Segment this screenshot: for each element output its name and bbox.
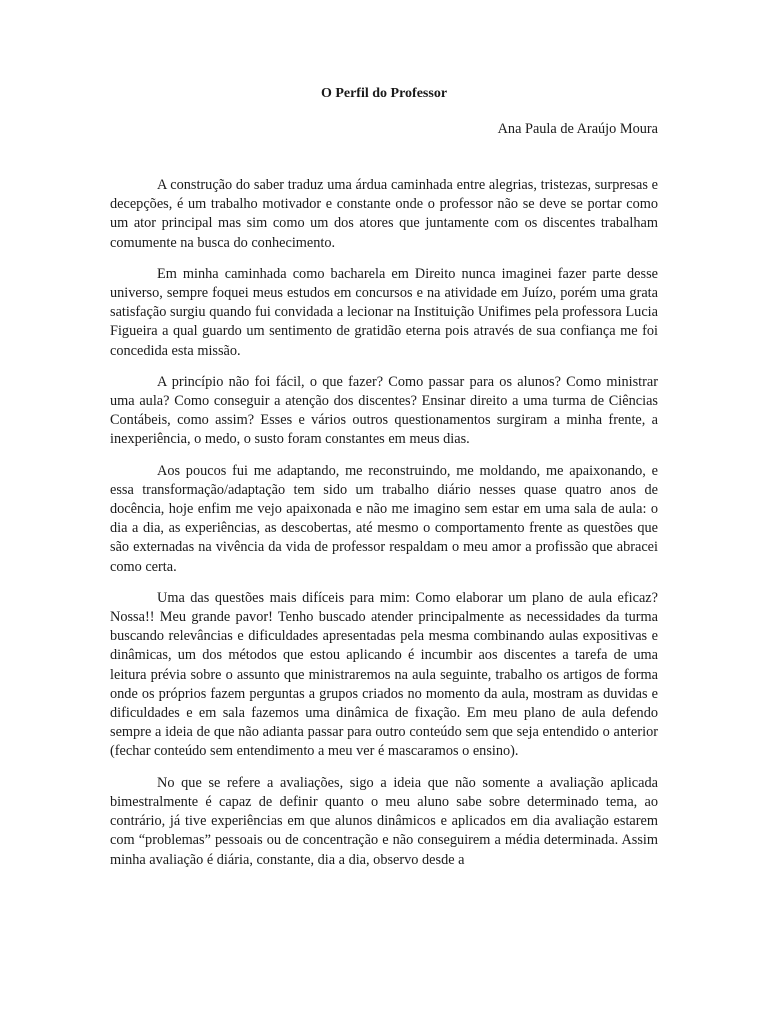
paragraph-1: A construção do saber traduz uma árdua caminhada entre alegrias, tristezas, surpresas e decepções, é um trabalho motivador e constante onde o professor não se deve se portar como um ator principal mas sim como um dos atores que juntamente com os discentes trabalham comumente na busca do conhecimento. (110, 177, 658, 251)
paragraph-6: No que se refere a avaliações, sigo a ideia que não somente a avaliação aplicada bimestralmente é capaz de definir quanto o meu aluno sabe sobre determinado tema, ao contrário, já tive experiências em que alunos dinâmicos e aplicados em dia avaliação estarem com “problemas” pessoais ou de concentração e não conseguirem a média determinada. Assim minha avaliação é diária, constante, dia a dia, observo desde a (110, 774, 658, 868)
paragraph-4: Aos poucos fui me adaptando, me reconstruindo, me moldando, me apaixonando, e essa transformação/adaptação tem sido um trabalho diário nesses quase quatro anos de docência, hoje enfim me vejo apaixonada e não me imagino sem estar em uma sala de aula: o dia a dia, as experiências, as descobertas, até mesmo o comportamento frente as questões que são externadas na vivência da vida de professor respaldam o meu amor a profissão que abracei como certa. (110, 462, 658, 575)
document-body (110, 176, 658, 870)
document-title: O Perfil do Professor (320, 86, 448, 101)
document-author: Ana Paula de Araújo Moura (497, 121, 658, 137)
paragraph-3: A princípio não foi fácil, o que fazer? Como passar para os alunos? Como ministrar uma aula? Como conseguir a atenção dos discentes? Ensinar direito a uma turma de Ciências Contábeis, como assim? Esses e vários outros questionamentos surgiram a minha frente, a inexperiência, o medo, o susto foram constantes em meus dias. (110, 373, 658, 448)
paragraph-2: Em minha caminhada como bacharela em Direito nunca imaginei fazer parte desse universo, sempre foquei meus estudos em concursos e na atividade em Juízo, porém uma grata satisfação surgiu quando fui convidada a lecionar na Instituição Unifimes pela professora Lucia Figueira a qual guardo um sentimento de gratidão eterna pois através de sua confiança me foi concedida esta missão. (110, 265, 658, 359)
paragraph-5: Uma das questões mais difíceis para mim: Como elaborar um plano de aula eficaz? Nossa!! Meu grande pavor! Tenho buscado atender principalmente as necessidades da turma buscando relevâncias e dificuldades apresentadas pela mesma combinando aulas expositivas e dinâmicas, um dos métodos que estou aplicando é incumbir aos discentes a tarefa de uma leitura prévia sobre o assunto que ministraremos na aula seguinte, trabalho os artigos de forma onde os próprios fazem perguntas a grupos criados no momento da aula, mostram as duvidas e dificuldades e em sala fazemos uma dinâmica de fixação. Em meu plano de aula defendo sempre a ideia de que não adianta passar para outro conteúdo sem que seja entendido o anterior (fechar conteúdo sem entendimento a meu ver é mascaramos o ensino). (110, 589, 658, 760)
